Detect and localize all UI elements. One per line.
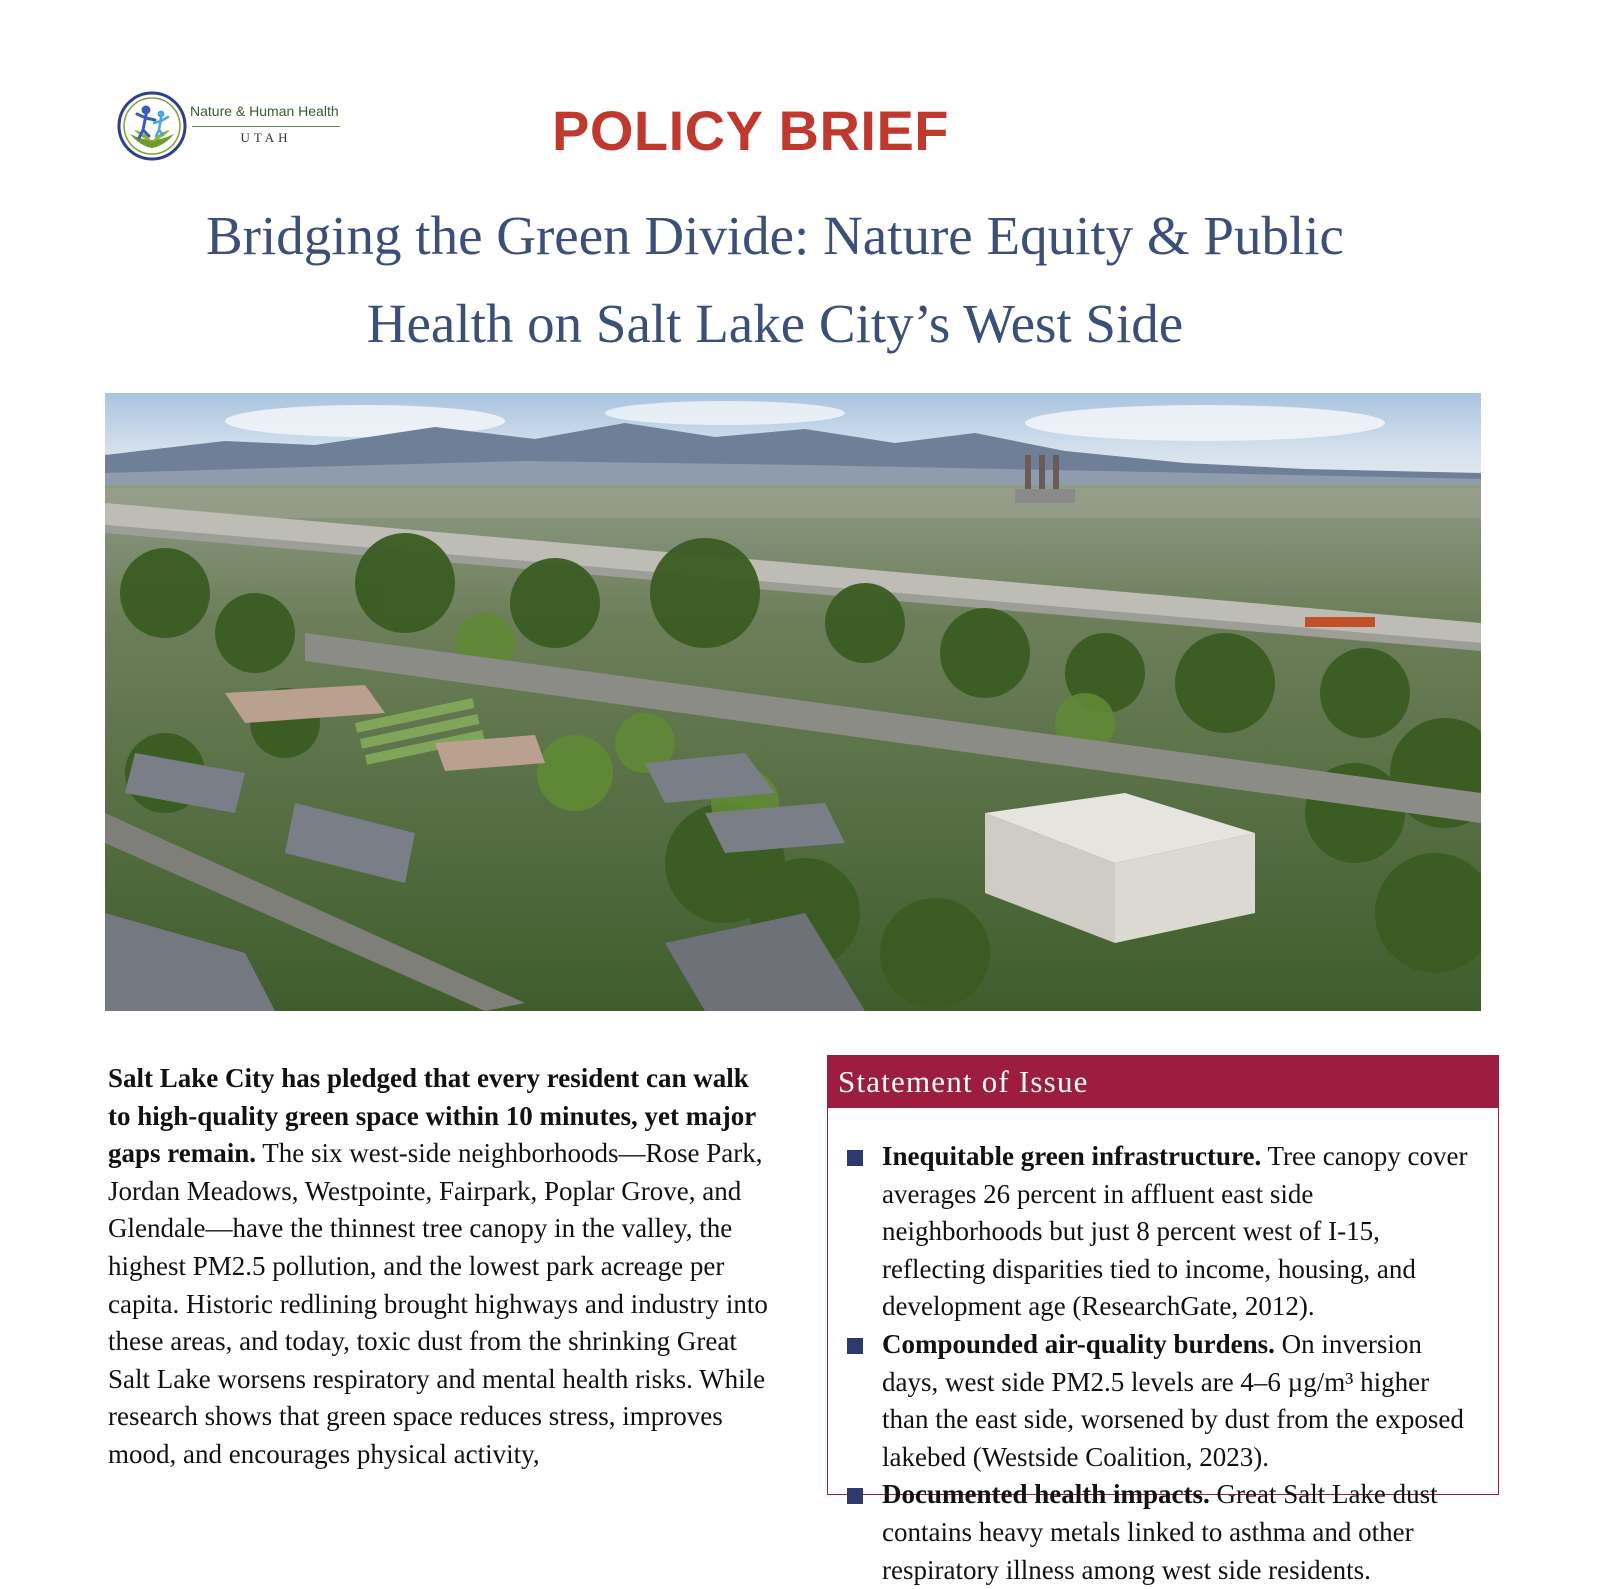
org-logo <box>116 88 352 166</box>
hero-aerial-photo <box>105 393 1481 1011</box>
issue-item-text: Great Salt Lake dust contains heavy metals linked to asthma and other respiratory illness among west side residents. <box>882 1479 1438 1585</box>
intro-lead: Salt Lake City has pledged that every resident can walk to high-quality green space within 10 minutes, yet major gaps remain. <box>108 1063 756 1169</box>
aerial-illustration <box>105 393 1481 1011</box>
issue-list <box>828 1108 1498 1589</box>
issue-item <box>828 1476 1498 1589</box>
issue-item <box>828 1326 1498 1476</box>
nhh-logo-icon <box>116 90 188 162</box>
doc-type-label: POLICY BRIEF <box>552 99 950 162</box>
logo-divider <box>192 126 340 127</box>
issue-item-title: Compounded air-quality burdens. <box>882 1328 1275 1359</box>
title-line-2: Health on Salt Lake City’s West Side <box>366 293 1184 354</box>
issue-heading: Statement of Issue <box>828 1056 1498 1108</box>
page-title <box>100 192 1450 368</box>
issue-item <box>828 1138 1498 1326</box>
issue-item-title: Inequitable green infrastructure. <box>882 1141 1262 1171</box>
org-state: UTAH <box>240 130 292 145</box>
square-bullet-icon <box>847 1150 863 1166</box>
square-bullet-icon <box>847 1488 863 1504</box>
intro-body: The six west-side neighborhoods—Rose Park, Jordan Meadows, Westpointe, Fairpark, Poplar Grove, and Glendale—have the thinnest tree canopy in the valley, the highest PM2.5 pollution, and the lowest park acreage per capita. Historic redlining brought highways and industry into these areas, and today, toxic dust from the shrinking Great Salt Lake worsens respiratory and mental health risks. While research shows that green space reduces stress, improves mood, and encourages physical activity, <box>108 1138 768 1469</box>
intro-paragraph <box>108 1060 768 1474</box>
title-line-1: Bridging the Green Divide: Nature Equity & Public <box>206 205 1344 266</box>
statement-of-issue-box <box>827 1055 1499 1585</box>
org-name: Nature & Human Health <box>190 103 339 119</box>
issue-item-text: Tree canopy cover averages 26 percent in affluent east side neighborhoods but just 8 percent west of I-15, reflecting disparities tied to income, housing, and development age (ResearchGate, 2012). <box>882 1141 1468 1322</box>
square-bullet-icon <box>847 1338 863 1354</box>
issue-item-text: On inversion days, west side PM2.5 levels are 4–6 µg/m³ higher than the east side, worsened by dust from the exposed lakebed (Westside Coalition, 2023). <box>882 1328 1464 1472</box>
issue-item-title: Documented health impacts. <box>882 1479 1210 1510</box>
